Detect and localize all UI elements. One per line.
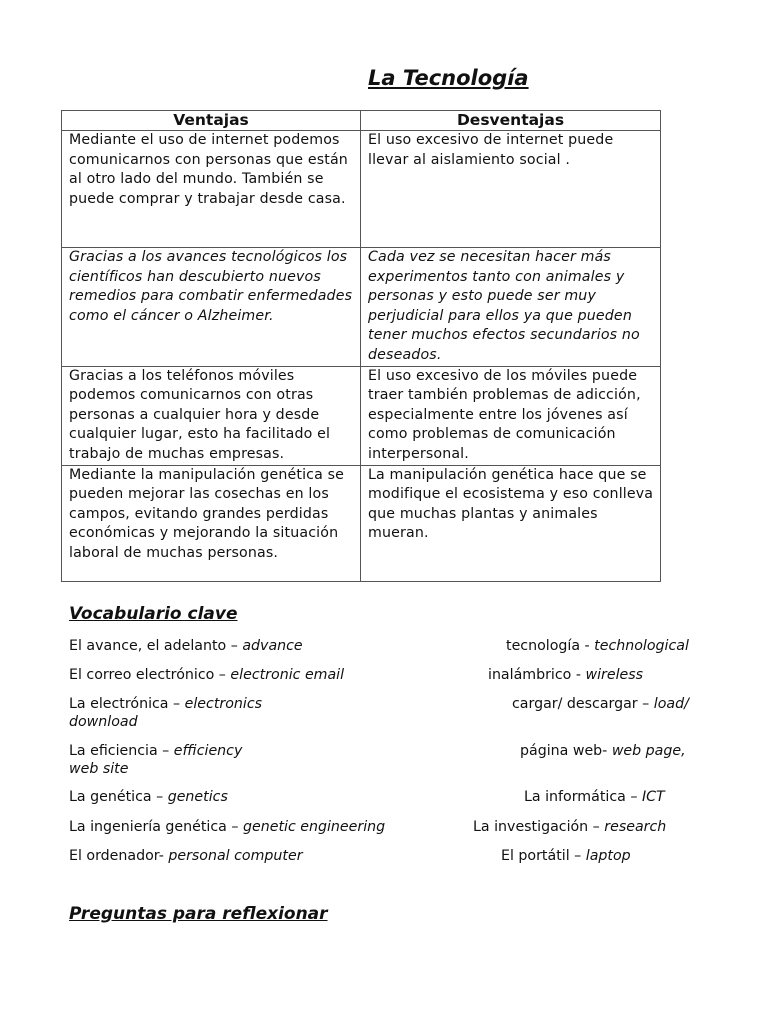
vocab-spanish: El ordenador- bbox=[69, 848, 169, 864]
vocab-spanish: La genética – bbox=[69, 789, 168, 805]
table-row bbox=[62, 131, 661, 248]
vocab-spanish: inalámbrico - bbox=[488, 667, 586, 683]
desventaja-cell: El uso excesivo de los móviles puede traer también problemas de adicción, especialmente entre los jóvenes así como problemas de comunicación interpersonal. bbox=[361, 366, 661, 465]
desventaja-cell: El uso excesivo de internet puede llevar al aislamiento social . bbox=[361, 131, 661, 248]
table-row bbox=[62, 465, 661, 581]
vocab-spanish: La informática – bbox=[524, 789, 642, 805]
vocab-item bbox=[69, 695, 709, 731]
vocab-item bbox=[69, 742, 709, 778]
header-desventajas: Desventajas bbox=[361, 111, 661, 131]
vocab-spanish: La ingeniería genética – bbox=[69, 819, 243, 835]
vocab-english: load/ bbox=[653, 696, 689, 712]
advantages-disadvantages-table bbox=[61, 110, 661, 582]
header-ventajas: Ventajas bbox=[62, 111, 361, 131]
ventaja-cell: Gracias a los teléfonos móviles podemos comunicarnos con otras personas a cualquier hora y desde cualquier lugar, esto ha facilitado el trabajo de muchas empresas. bbox=[62, 366, 361, 465]
vocab-english: ICT bbox=[641, 789, 665, 805]
vocab-spanish: página web- bbox=[520, 743, 612, 759]
vocab-english: genetics bbox=[167, 789, 228, 805]
vocab-spanish: El portátil – bbox=[501, 848, 586, 864]
vocab-english: electronics bbox=[184, 696, 263, 712]
table-row bbox=[62, 366, 661, 465]
vocab-english: electronic email bbox=[230, 667, 345, 683]
vocabulary-heading: Vocabulario clave bbox=[69, 604, 238, 624]
page-title: La Tecnología bbox=[368, 66, 529, 90]
vocab-spanish: La electrónica – bbox=[69, 696, 185, 712]
vocab-english: wireless bbox=[585, 667, 644, 683]
vocab-english: efficiency bbox=[173, 743, 243, 759]
ventaja-cell: Gracias a los avances tecnológicos los científicos han descubierto nuevos remedios para combatir enfermedades como el cáncer o Alzheimer. bbox=[62, 248, 361, 367]
questions-heading: Preguntas para reflexionar bbox=[69, 904, 328, 924]
vocab-english: web page, bbox=[611, 743, 686, 759]
vocab-english: advance bbox=[242, 638, 303, 654]
vocab-spanish: La investigación – bbox=[473, 819, 605, 835]
desventaja-cell: La manipulación genética hace que se modifique el ecosistema y eso conlleva que muchas plantas y animales mueran. bbox=[361, 465, 661, 581]
vocab-english: genetic engineering bbox=[242, 819, 386, 835]
ventaja-cell: Mediante el uso de internet podemos comunicarnos con personas que están al otro lado del mundo. También se puede comprar y trabajar desde casa. bbox=[62, 131, 361, 248]
table-row bbox=[62, 248, 661, 367]
desventaja-cell: Cada vez se necesitan hacer más experimentos tanto con animales y personas y esto puede ser muy perjudicial para ellos ya que pueden tener muchos efectos secundarios no deseados. bbox=[361, 248, 661, 367]
vocab-spanish: tecnología - bbox=[506, 638, 595, 654]
vocab-spanish: La eficiencia – bbox=[69, 743, 174, 759]
ventaja-cell: Mediante la manipulación genética se pueden mejorar las cosechas en los campos, evitando grandes perdidas económicas y mejorando la situación laboral de muchas personas. bbox=[62, 465, 361, 581]
vocab-spanish: El correo electrónico – bbox=[69, 667, 231, 683]
vocab-english: personal computer bbox=[168, 848, 303, 864]
vocab-english: technological bbox=[594, 638, 689, 654]
vocab-english: laptop bbox=[585, 848, 631, 864]
vocab-english-continued: download bbox=[69, 714, 138, 730]
table-header-row bbox=[62, 111, 661, 131]
vocab-spanish: cargar/ descargar – bbox=[512, 696, 654, 712]
vocab-spanish: El avance, el adelanto – bbox=[69, 638, 243, 654]
vocab-english-continued: web site bbox=[69, 761, 129, 777]
vocab-english: research bbox=[604, 819, 667, 835]
